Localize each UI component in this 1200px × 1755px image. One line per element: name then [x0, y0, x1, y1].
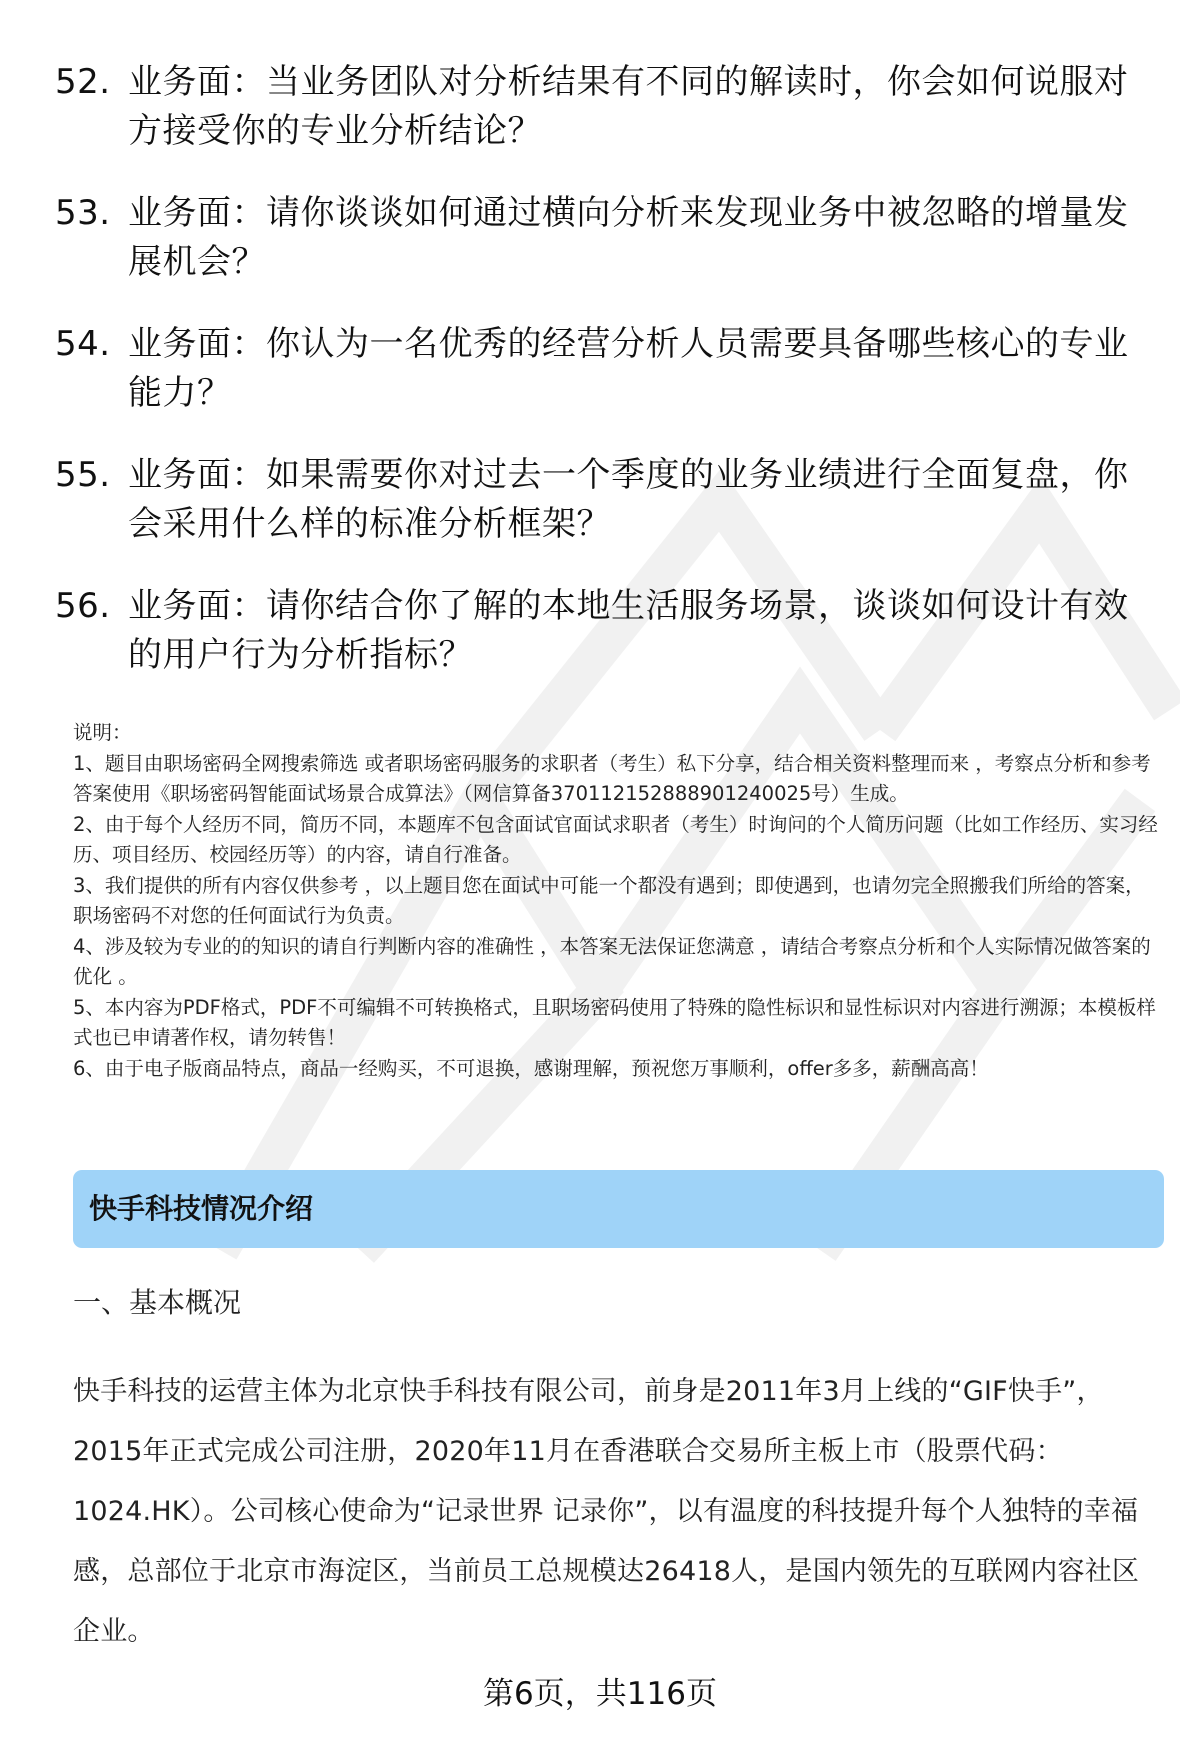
subheading: 一、基本概况	[73, 1286, 242, 1319]
question-list	[0, 58, 1200, 713]
page-number: 第6页，共116页	[483, 1676, 717, 1712]
company-overview-paragraph: 快手科技的运营主体为北京快手科技有限公司，前身是2011年3月上线的“GIF快手”，2015年正式完成公司注册，2020年11月在香港联合交易所主板上市（股票代码：1024.HK）。公司核心使命为“记录世界 记录你”，以有温度的科技提升每个人独特的幸福感，总部位于北京市海淀区，当前员工总规模达26418人，是国内领先的互联网内容社区企业。	[73, 1376, 1140, 1647]
question-number: 55.	[55, 455, 111, 495]
note-item: 3、我们提供的所有内容仅供参考 ，以上题目您在面试中可能一个都没有遇到；即使遇到，也请勿完全照搬我们所给的答案，职场密码不对您的任何面试行为负责。	[73, 873, 1145, 927]
note-item: 1、题目由职场密码全网搜索筛选 或者职场密码服务的求职者（考生）私下分享，结合相关资料整理而来 ，考察点分析和参考答案使用《职场密码智能面试场景合成算法》（网信算备370112152888901240025号）生成。	[73, 751, 1151, 805]
section-title: 快手科技情况介绍	[89, 1192, 314, 1225]
question-number: 52.	[55, 62, 111, 102]
question-item	[0, 320, 1200, 418]
note-item: 5、本内容为PDF格式，PDF不可编辑不可转换格式，且职场密码使用了特殊的隐性标识和显性标识对内容进行溯源；本模板样式也已申请著作权，请勿转售！	[73, 995, 1156, 1049]
question-text: 业务面：你认为一名优秀的经营分析人员需要具备哪些核心的专业能力？	[128, 324, 1129, 413]
notes-title: 说明：	[73, 721, 132, 744]
question-number: 56.	[55, 586, 111, 626]
note-item: 6、由于电子版商品特点，商品一经购买，不可退换，感谢理解，预祝您万事顺利，offer多多，薪酬高高！	[73, 1056, 989, 1080]
question-text: 业务面：如果需要你对过去一个季度的业务业绩进行全面复盘，你会采用什么样的标准分析框架？	[128, 455, 1129, 544]
question-number: 53.	[55, 193, 111, 233]
notes-section	[73, 718, 1163, 1084]
note-item: 4、涉及较为专业的的知识的请自行判断内容的准确性 ，本答案无法保证您满意 ，请结合考察点分析和个人实际情况做答案的优化 。	[73, 934, 1151, 988]
question-item	[0, 582, 1200, 680]
question-text: 业务面：请你谈谈如何通过横向分析来发现业务中被忽略的增量发展机会？	[128, 193, 1129, 282]
question-number: 54.	[55, 324, 111, 364]
question-item	[0, 189, 1200, 287]
question-item	[0, 58, 1200, 156]
section-header-bar	[73, 1170, 1164, 1248]
note-item: 2、由于每个人经历不同，简历不同，本题库不包含面试官面试求职者（考生）时询问的个人简历问题（比如工作经历、实习经历、项目经历、校园经历等）的内容，请自行准备。	[73, 812, 1158, 866]
question-text: 业务面：当业务团队对分析结果有不同的解读时，你会如何说服对方接受你的专业分析结论？	[128, 62, 1129, 151]
question-item	[0, 451, 1200, 549]
question-text: 业务面：请你结合你了解的本地生活服务场景，谈谈如何设计有效的用户行为分析指标？	[128, 586, 1129, 675]
